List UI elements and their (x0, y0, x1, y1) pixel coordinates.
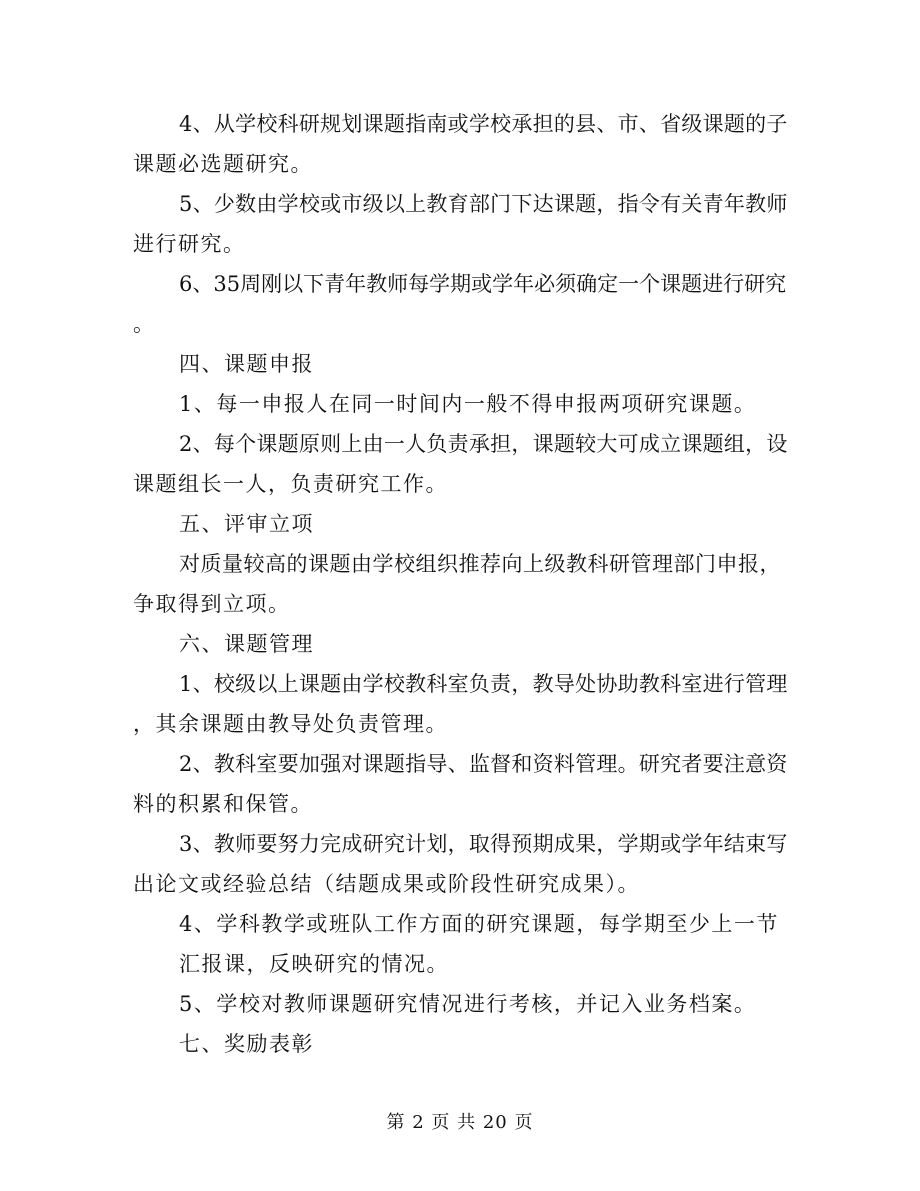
text-line: 2、教科室要加强对课题指导、监督和资料管理。研究者要注意资 (179, 752, 788, 776)
text-line: 4、学科教学或班队工作方面的研究课题，每学期至少上一节 (179, 912, 779, 936)
section-heading: 四、课题申报 (179, 352, 314, 376)
text-line: 1、校级以上课题由学校教科室负责，教导处协助教科室进行管理 (179, 672, 788, 696)
document-body (133, 104, 788, 1064)
text-line: ，其余课题由教导处负责管理。 (133, 712, 448, 736)
text-line: 课题必选题研究。 (133, 152, 313, 176)
text-line: 6、35周刚以下青年教师每学期或学年必须确定一个课题进行研究 (179, 272, 787, 296)
text-line: 汇报课，反映研究的情况。 (179, 952, 449, 976)
section-heading: 五、评审立项 (179, 512, 314, 536)
text-line: 5、学校对教师课题研究情况进行考核，并记入业务档案。 (179, 992, 757, 1016)
text-line: 2、每个课题原则上由一人负责承担，课题较大可成立课题组，设 (179, 432, 788, 456)
section-heading: 七、奖励表彰 (179, 1032, 314, 1056)
text-line: 课题组长一人，负责研究工作。 (133, 472, 448, 496)
text-line: 进行研究。 (133, 232, 246, 256)
section-heading: 六、课题管理 (179, 632, 314, 656)
text-line: 1、每一申报人在同一时间内一般不得申报两项研究课题。 (179, 392, 757, 416)
text-line: 出论文或经验总结（结题成果或阶段性研究成果）。 (133, 872, 640, 896)
text-line: 料的积累和保管。 (133, 792, 313, 816)
text-line: 5、少数由学校或市级以上教育部门下达课题，指令有关青年教师 (179, 192, 788, 216)
page-number-footer: 第 2 页 共 20 页 (386, 1112, 534, 1133)
text-line: 4、从学校科研规划课题指南或学校承担的县、市、省级课题的子 (179, 112, 788, 136)
text-line: 。 (133, 312, 156, 336)
text-line: 对质量较高的课题由学校组织推荐向上级教科研管理部门申报， (179, 552, 781, 576)
text-line: 争取得到立项。 (133, 592, 291, 616)
text-line: 3、教师要努力完成研究计划，取得预期成果，学期或学年结束写 (179, 832, 788, 856)
